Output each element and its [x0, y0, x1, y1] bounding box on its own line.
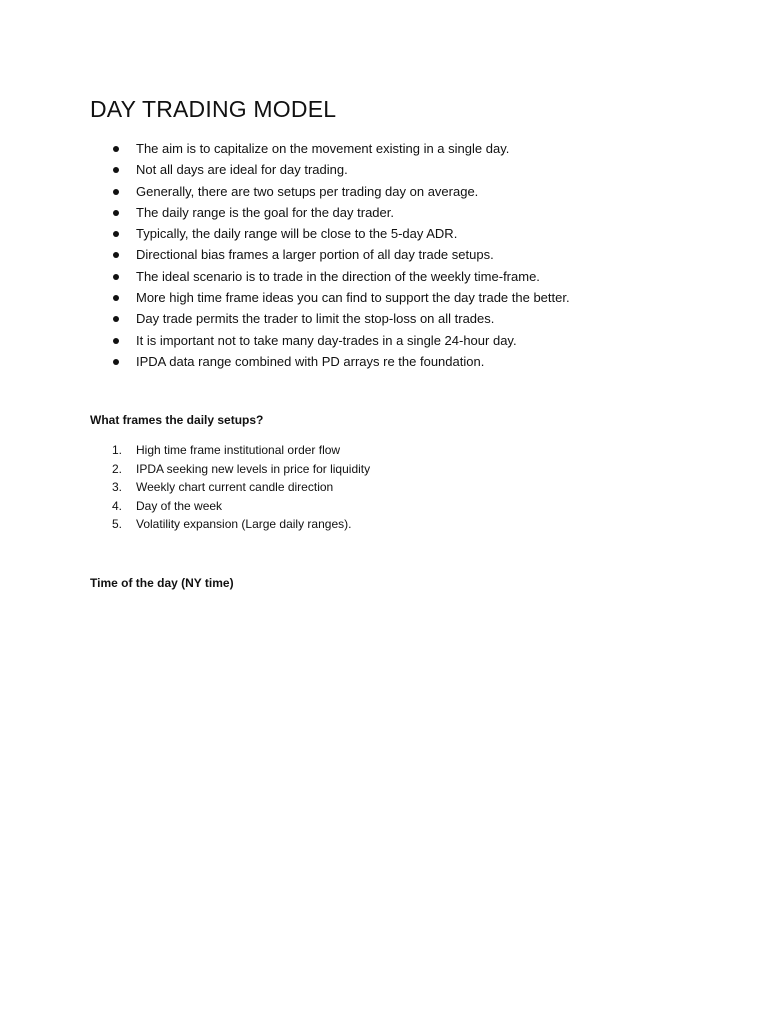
- list-text: Volatility expansion (Large daily ranges).: [136, 517, 352, 532]
- bullet-icon: [113, 231, 119, 237]
- bullet-list: [90, 138, 730, 372]
- list-number: 4.: [112, 498, 123, 513]
- bullet-icon: [113, 295, 119, 301]
- bullet-text: The ideal scenario is to trade in the direction of the weekly time-frame.: [136, 268, 540, 284]
- bullet-icon: [113, 316, 119, 322]
- bullet-text: Typically, the daily range will be close to the 5-day ADR.: [136, 226, 458, 242]
- list-number: 5.: [112, 517, 123, 532]
- list-text: Day of the week: [136, 498, 223, 513]
- list-item: [90, 181, 730, 202]
- list-number: 1.: [112, 443, 123, 457]
- list-item: [90, 223, 730, 244]
- document-title: DAY TRADING MODEL: [90, 96, 337, 122]
- list-item: [90, 266, 730, 287]
- bullet-text: IPDA data range combined with PD arrays re the foundation.: [136, 353, 485, 369]
- list-item: [90, 351, 730, 372]
- numbered-list: [90, 441, 730, 534]
- bullet-icon: [113, 146, 119, 152]
- list-item: [90, 159, 730, 180]
- bullet-icon: [113, 252, 119, 258]
- bullet-text: The aim is to capitalize on the movement existing in a single day.: [136, 141, 510, 156]
- list-item: [90, 287, 730, 308]
- list-item: [90, 497, 730, 516]
- list-item: [90, 330, 730, 351]
- list-number: 3.: [112, 480, 123, 495]
- list-item: [90, 138, 730, 159]
- bullet-icon: [113, 189, 119, 195]
- bullet-icon: [113, 167, 119, 173]
- list-item: [90, 441, 730, 460]
- bullet-icon: [113, 210, 119, 216]
- bullet-icon: [113, 274, 119, 280]
- bullet-text: It is important not to take many day-trades in a single 24-hour day.: [136, 332, 517, 348]
- list-text: IPDA seeking new levels in price for liquidity: [136, 461, 371, 476]
- list-item: [90, 478, 730, 497]
- bullet-icon: [113, 338, 119, 344]
- bullet-text: Not all days are ideal for day trading.: [136, 162, 348, 178]
- bullet-icon: [113, 359, 119, 365]
- list-item: [90, 460, 730, 479]
- section-heading-time-of-day: Time of the day (NY time): [90, 576, 234, 590]
- list-text: High time frame institutional order flow: [136, 443, 341, 457]
- section-heading-daily-setups: What frames the daily setups?: [90, 413, 264, 427]
- list-text: Weekly chart current candle direction: [136, 480, 334, 495]
- bullet-text: The daily range is the goal for the day trader.: [136, 204, 394, 220]
- list-item: [90, 308, 730, 329]
- bullet-text: Day trade permits the trader to limit the stop-loss on all trades.: [136, 311, 495, 327]
- list-item: [90, 515, 730, 534]
- list-item: [90, 244, 730, 265]
- list-item: [90, 202, 730, 223]
- list-number: 2.: [112, 461, 123, 476]
- bullet-text: Directional bias frames a larger portion of all day trade setups.: [136, 247, 494, 263]
- bullet-text: More high time frame ideas you can find to support the day trade the better.: [136, 290, 570, 306]
- bullet-text: Generally, there are two setups per trading day on average.: [136, 183, 479, 199]
